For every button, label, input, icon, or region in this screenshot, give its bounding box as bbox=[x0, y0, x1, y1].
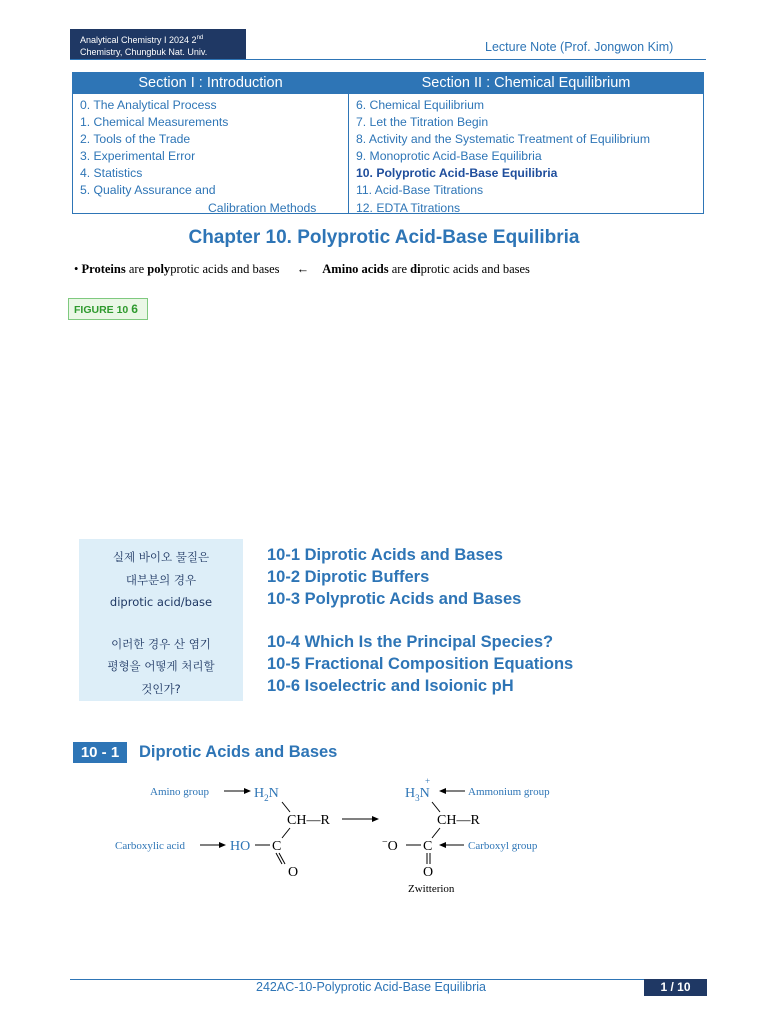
ammonium-group-label: Ammonium group bbox=[468, 786, 550, 798]
bullet: • bbox=[74, 262, 79, 276]
text: protic acids and bases bbox=[170, 262, 280, 276]
figure-badge[interactable] bbox=[68, 298, 148, 320]
amino-acid-zwitterion-diagram bbox=[110, 772, 570, 900]
toc-item[interactable]: 4. Statistics bbox=[80, 166, 143, 181]
toc-item[interactable]: 11. Acid-Base Titrations bbox=[356, 183, 484, 198]
toc-item[interactable]: 6. Chemical Equilibrium bbox=[356, 98, 485, 112]
toc-item-current[interactable]: 10. Polyprotic Acid-Base Equilibria bbox=[356, 166, 558, 181]
ch-r-group: CH—R bbox=[287, 813, 330, 828]
bond-line bbox=[276, 853, 282, 864]
section-heading: Diprotic Acids and Bases bbox=[139, 743, 338, 761]
table-of-contents bbox=[72, 72, 704, 214]
header-divider bbox=[70, 59, 706, 60]
korean-note-box bbox=[79, 539, 243, 701]
text: protic acids and bases bbox=[420, 262, 530, 276]
chapter-title: Chapter 10. Polyprotic Acid-Base Equilibria bbox=[188, 227, 580, 248]
section-link[interactable]: 10-4 Which Is the Principal Species? bbox=[267, 633, 554, 651]
toc-section-2-heading: Section II : Chemical Equilibrium bbox=[349, 73, 703, 94]
toc-section-2 bbox=[349, 73, 703, 213]
carbon-atom: C bbox=[423, 839, 433, 854]
toc-section-1-list bbox=[73, 94, 348, 217]
toc-item[interactable]: 7. Let the Titration Begin bbox=[356, 115, 489, 130]
poly-prefix: poly bbox=[147, 262, 171, 276]
note-line: 대부분의 경우 bbox=[125, 572, 197, 587]
ho-group: HO bbox=[230, 839, 251, 854]
lecture-note-label: Lecture Note (Prof. Jongwon Kim) bbox=[485, 40, 674, 54]
proteins-statement bbox=[74, 262, 530, 277]
toc-item[interactable]: 0. The Analytical Process bbox=[80, 98, 217, 112]
figure-number: 6 bbox=[131, 302, 138, 316]
amino-group-label: Amino group bbox=[150, 786, 209, 798]
toc-item[interactable]: 1. Chemical Measurements bbox=[80, 115, 229, 130]
section-link[interactable]: 10-3 Polyprotic Acids and Bases bbox=[267, 590, 522, 608]
toc-item-continuation[interactable]: Calibration Methods bbox=[208, 200, 317, 215]
section-link[interactable]: 10-5 Fractional Composition Equations bbox=[267, 655, 574, 673]
bond-line bbox=[282, 828, 290, 838]
carboxylic-acid-label: Carboxylic acid bbox=[115, 840, 185, 852]
bond-line bbox=[432, 802, 440, 812]
section-link[interactable]: 10-6 Isoelectric and Isoionic pH bbox=[267, 677, 514, 695]
carboxyl-group-label: Carboxyl group bbox=[468, 840, 538, 852]
amine-formula: $H_2N$ bbox=[254, 786, 279, 803]
section-list bbox=[267, 544, 573, 697]
bond-line bbox=[279, 853, 285, 864]
footer-document-name: 242AC-10-Polyprotic Acid-Base Equilibria bbox=[256, 980, 486, 994]
carbon-atom: C bbox=[272, 839, 282, 854]
text: are bbox=[128, 262, 145, 276]
note-line: 평형을 어떻게 처리할 bbox=[107, 659, 215, 673]
page-number: 1 / 10 bbox=[644, 979, 707, 996]
note-line: 것인가? bbox=[141, 681, 181, 696]
bond-line bbox=[282, 802, 290, 812]
section-link[interactable]: 10-1 Diprotic Acids and Bases bbox=[267, 546, 503, 564]
note-line: 실제 바이오 물질은 bbox=[112, 550, 210, 564]
carboxylate-oxygen: −O bbox=[382, 837, 398, 854]
section-number-tag: 10 - 1 bbox=[73, 742, 127, 763]
oxygen-atom: O bbox=[423, 865, 434, 880]
bond-line bbox=[432, 828, 440, 838]
amino-acids-term: Amino acids bbox=[322, 262, 389, 276]
oxygen-atom: O bbox=[288, 865, 299, 880]
plus-charge: + bbox=[425, 776, 431, 786]
ammonium-formula: $H_3N$ bbox=[405, 786, 430, 803]
toc-section-1-heading: Section I : Introduction bbox=[73, 73, 348, 94]
toc-section-1 bbox=[73, 73, 349, 213]
course-line-1: Analytical Chemistry I 2024 2nd bbox=[80, 35, 204, 45]
zwitterion-label: Zwitterion bbox=[408, 883, 455, 895]
di-prefix: di bbox=[410, 262, 421, 276]
proteins-term: Proteins bbox=[81, 262, 126, 276]
note-line: diprotic acid/base bbox=[109, 595, 213, 609]
left-arrow-icon: ← bbox=[296, 262, 310, 276]
toc-item[interactable]: 2. Tools of the Trade bbox=[80, 132, 191, 147]
figure-label: FIGURE 10 bbox=[74, 304, 129, 316]
ch-r-group: CH—R bbox=[437, 813, 480, 828]
note-line: 이러한 경우 산 염기 bbox=[111, 636, 211, 651]
section-link[interactable]: 10-2 Diprotic Buffers bbox=[267, 568, 430, 586]
toc-section-2-list bbox=[349, 94, 703, 217]
toc-item[interactable]: 5. Quality Assurance and bbox=[80, 183, 216, 198]
course-info-box bbox=[70, 29, 246, 59]
course-line-2: Chemistry, Chungbuk Nat. Univ. bbox=[80, 47, 208, 57]
toc-item[interactable]: 12. EDTA Titrations bbox=[356, 200, 461, 215]
toc-item[interactable]: 8. Activity and the Systematic Treatment of Equilibrium bbox=[356, 132, 650, 147]
toc-item[interactable]: 9. Monoprotic Acid-Base Equilibria bbox=[356, 149, 542, 164]
toc-item[interactable]: 3. Experimental Error bbox=[80, 149, 196, 164]
text: are bbox=[391, 262, 407, 276]
